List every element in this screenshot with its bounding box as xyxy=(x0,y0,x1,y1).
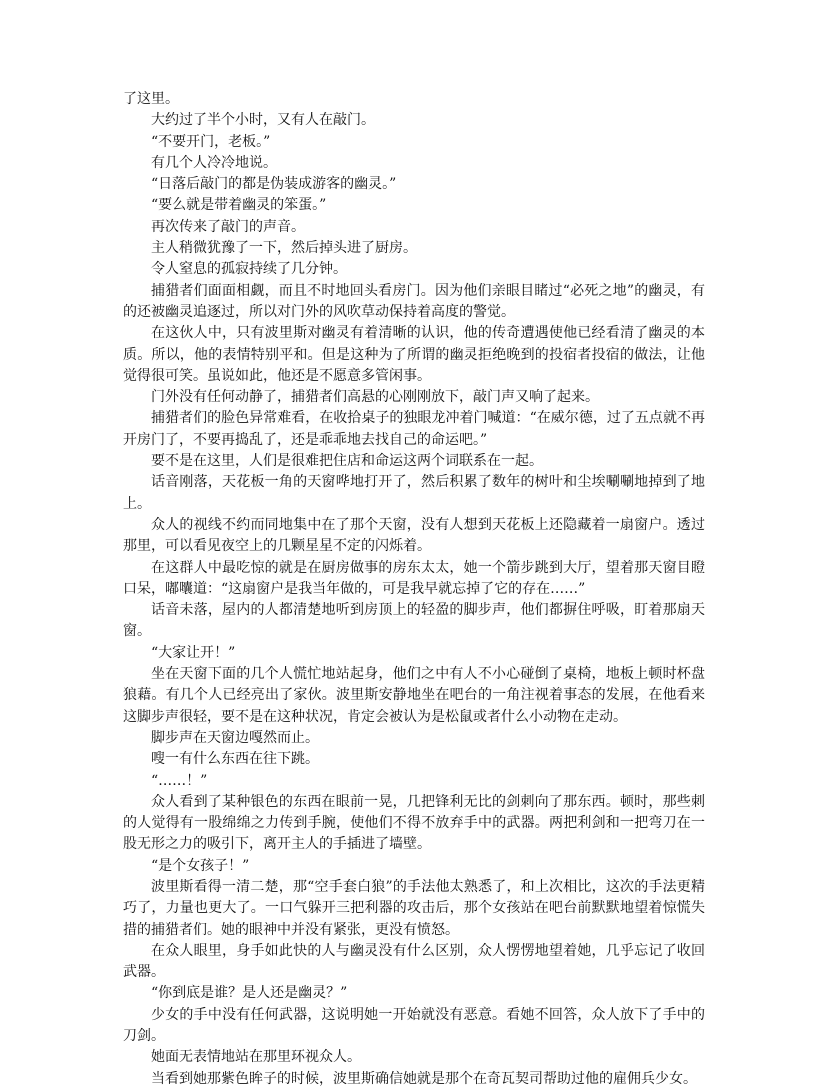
document-body xyxy=(123,89,705,1090)
paragraph: 在这群人中最吃惊的就是在厨房做事的房东太太，她一个箭步跳到大厅，望着那天窗目瞪口呆，嘟囔道：“这扇窗户是我当年做的，可是我早就忘掉了它的存在……” xyxy=(123,559,705,597)
paragraph: 捕猎者们的脸色异常难看，在收拾桌子的独眼龙冲着门喊道：“在威尔德，过了五点就不再开房门了，不要再捣乱了，还是乖乖地去找自己的命运吧。” xyxy=(123,410,705,448)
paragraph: 众人看到了某种银色的东西在眼前一晃，几把锋利无比的剑刺向了那东西。顿时，那些刺的人觉得有一股绵绵之力传到手腕，使他们不得不放弃手中的武器。两把利剑和一把弯刀在一股无形之力的吸引下，离开主人的手插进了墙壁。 xyxy=(123,793,705,853)
paragraph: “是个女孩子！” xyxy=(151,857,250,874)
paragraph: “要么就是带着幽灵的笨蛋。” xyxy=(151,197,327,214)
paragraph: 捕猎者们面面相觑，而且不时地回头看房门。因为他们亲眼目睹过“必死之地”的幽灵，有的还被幽灵追逐过，所以对门外的风吹草动保持着高度的警觉。 xyxy=(123,282,705,320)
paragraph: 主人稍微犹豫了一下，然后掉头进了厨房。 xyxy=(151,240,417,257)
paragraph: 令人窒息的孤寂持续了几分钟。 xyxy=(151,261,347,278)
paragraph: 波里斯看得一清二楚，那“空手套白狼”的手法他太熟悉了，和上次相比，这次的手法更精巧了，力量也更大了。一口气躲开三把利器的攻击后，那个女孩站在吧台前默默地望着惊慌失措的捕猎者们。她的眼神中并没有紧张，更没有愤怒。 xyxy=(123,878,705,938)
paragraph: 脚步声在天窗边嘎然而止。 xyxy=(151,729,319,746)
paragraph: “不要开门，老板。” xyxy=(151,133,271,150)
paragraph: 少女的手中没有任何武器，这说明她一开始就没有恶意。看她不回答，众人放下了手中的刀剑。 xyxy=(123,1006,705,1045)
paragraph: 坐在天窗下面的几个人慌忙地站起身，他们之中有人不小心碰倒了桌椅，地板上顿时杯盘狼藉。有几个人已经亮出了家伙。波里斯安静地坐在吧台的一角注视着事态的发展，在他看来这脚步声很轻，要不是在这种状况，肯定会被认为是松鼠或者什么小动物在走动。 xyxy=(123,666,705,725)
paragraph: 在众人眼里，身手如此快的人与幽灵没有什么区别，众人愣愣地望着她，几乎忘记了收回武器。 xyxy=(123,942,705,981)
paragraph: 当看到她那紫色眸子的时候，波里斯确信她就是那个在奇瓦契司帮助过他的雇佣兵少女。 xyxy=(151,1070,697,1087)
paragraph: 再次传来了敲门的声音。 xyxy=(151,218,305,235)
paragraph: 话音刚落，天花板一角的天窗哗地打开了，然后积累了数年的树叶和尘埃唰唰地掉到了地上。 xyxy=(123,474,705,512)
paragraph: “大家让开！” xyxy=(151,644,236,661)
paragraph: 话音未落，屋内的人都清楚地听到房顶上的轻盈的脚步声，他们都摒住呼吸，盯着那扇天窗。 xyxy=(123,602,705,640)
paragraph: 要不是在这里，人们是很难把住店和命运这两个词联系在一起。 xyxy=(151,453,543,470)
paragraph: 众人的视线不约而同地集中在了那个天窗，没有人想到天花板上还隐藏着一扇窗户。透过那里，可以看见夜空上的几颗星星不定的闪烁着。 xyxy=(123,516,705,555)
paragraph: “你到底是谁？是人还是幽灵？” xyxy=(151,985,348,1002)
paragraph: 在这伙人中，只有波里斯对幽灵有着清晰的认识，他的传奇遭遇使他已经看清了幽灵的本质。所以，他的表情特别平和。但是这种为了所谓的幽灵拒绝晚到的投宿者投宿的做法，让他觉得很可笑。虽说如此，他还是不愿意多管闲事。 xyxy=(123,325,705,384)
paragraph: 了这里。 xyxy=(123,91,179,107)
paragraph: 她面无表情地站在那里环视众人。 xyxy=(151,1049,361,1066)
paragraph: “日落后敲门的都是伪装成游客的幽灵。” xyxy=(151,176,397,193)
paragraph: 门外没有任何动静了，捕猎者们高悬的心刚刚放下，敲门声又响了起来。 xyxy=(151,389,599,406)
paragraph: 大约过了半个小时，又有人在敲门。 xyxy=(151,112,375,129)
paragraph: 有几个人冷冷地说。 xyxy=(151,154,277,171)
paragraph: “……！” xyxy=(151,772,208,789)
paragraph: 嗖一有什么东西在往下跳。 xyxy=(151,751,319,768)
